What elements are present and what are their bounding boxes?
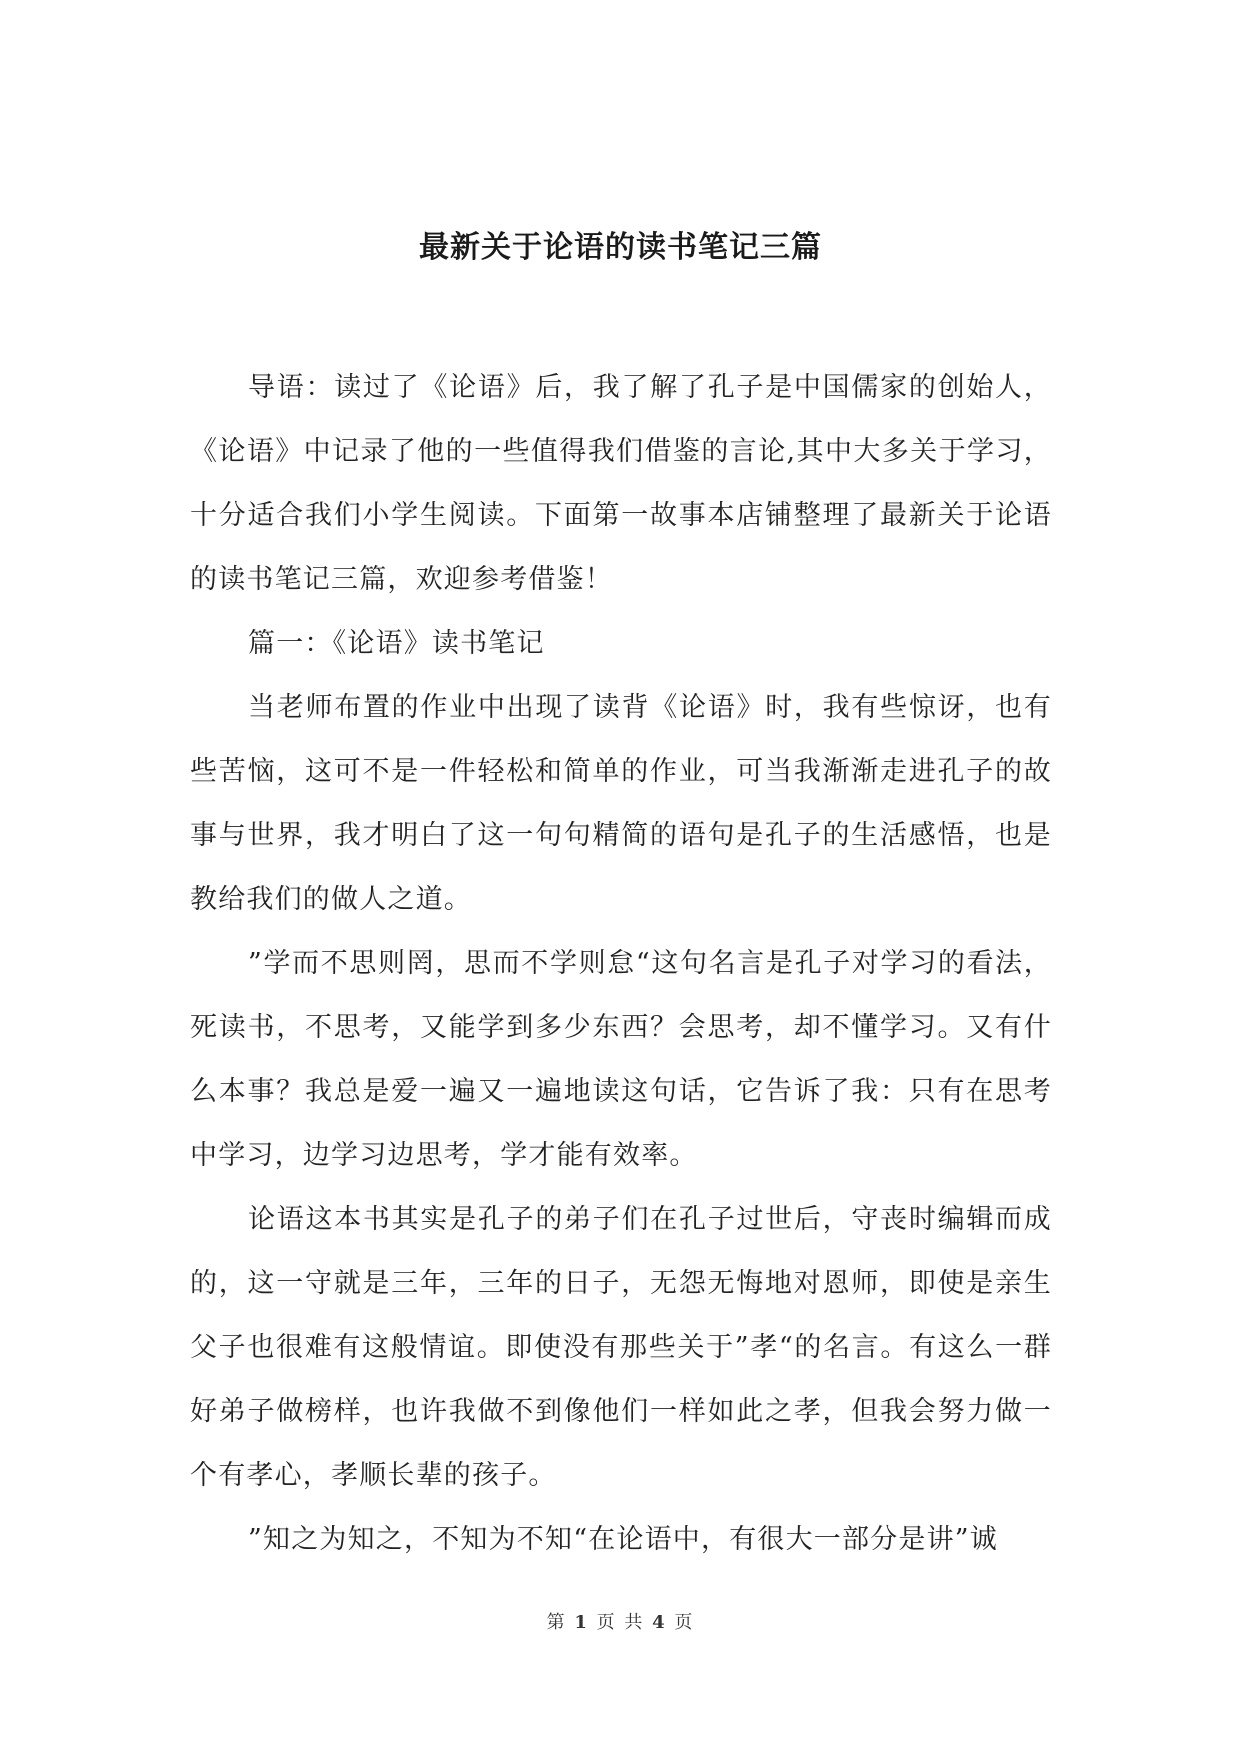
body-paragraph: 论语这本书其实是孔子的弟子们在孔子过世后，守丧时编辑而成的，这一守就是三年，三年的日子，无怨无悔地对恩师，即使是亲生父子也很难有这般情谊。即使没有那些关于”孝“的名言。有这么一群好弟子做榜样，也许我做不到像他们一样如此之孝，但我会努力做一个有孝心，孝顺长辈的孩子。: [190, 1204, 1052, 1491]
page-footer: [0, 1608, 1241, 1634]
body-paragraph: 当老师布置的作业中出现了读背《论语》时，我有些惊讶，也有些苦恼，这可不是一件轻松和简单的作业，可当我渐渐走进孔子的故事与世界，我才明白了这一句句精简的语句是孔子的生活感悟，也是教给我们的做人之道。: [190, 692, 1052, 915]
footer-prefix: 第: [546, 1612, 567, 1633]
section-heading: 篇一：《论语》读书笔记: [248, 628, 545, 659]
footer-middle: 页 共: [596, 1612, 645, 1633]
current-page-number: 1: [574, 1612, 589, 1633]
body-paragraph: ”知之为知之，不知为不知“在论语中，有很大一部分是讲”诚: [248, 1524, 999, 1555]
intro-paragraph: 导语：读过了《论语》后，我了解了孔子是中国儒家的创始人，《论语》中记录了他的一些值得我们借鉴的言论,其中大多关于学习，十分适合我们小学生阅读。下面第一故事本店铺整理了最新关于论语的读书笔记三篇，欢迎参考借鉴！: [190, 372, 1052, 595]
footer-suffix: 页: [674, 1612, 695, 1633]
document-body: [190, 356, 1052, 1572]
body-paragraph: ”学而不思则罔，思而不学则怠“这句名言是孔子对学习的看法，死读书，不思考，又能学到多少东西？会思考，却不懂学习。又有什么本事？我总是爱一遍又一遍地读这句话，它告诉了我：只有在思考中学习，边学习边思考，学才能有效率。: [190, 948, 1052, 1171]
total-pages-number: 4: [652, 1612, 667, 1633]
document-title: 最新关于论语的读书笔记三篇: [419, 230, 822, 265]
